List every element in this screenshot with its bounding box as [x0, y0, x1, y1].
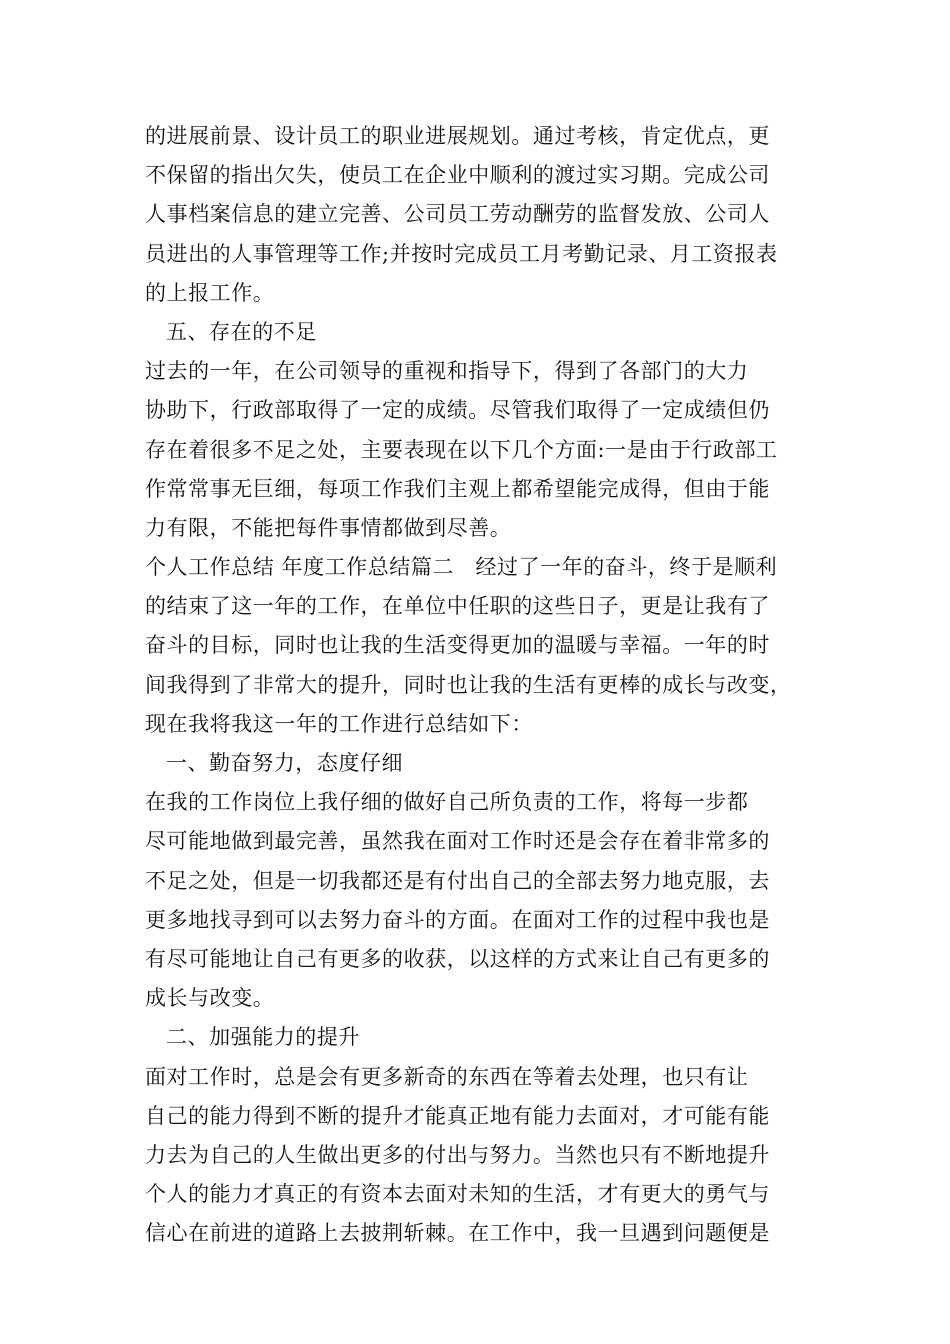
- section-heading: 二、加强能力的提升: [166, 1025, 360, 1050]
- text-line: 自己的能力得到不断的提升才能真正地有能力去面对，才可能有能: [145, 1103, 770, 1128]
- text-line: 更多地找寻到可以去努力奋斗的方面。在面对工作的过程中我也是: [145, 907, 770, 932]
- text-line: 的结束了这一年的工作，在单位中任职的这些日子，更是让我有了: [145, 594, 770, 619]
- text-line: 信心在前进的道路上去披荆斩棘。在工作中，我一旦遇到问题便是: [145, 1221, 770, 1246]
- text-line: 奋斗的目标，同时也让我的生活变得更加的温暖与幸福。一年的时: [145, 633, 770, 658]
- text-line: 作常常事无巨细，每项工作我们主观上都希望能完成得，但由于能: [145, 476, 770, 501]
- text-line: 协助下，行政部取得了一定的成绩。尽管我们取得了一定成绩但仍: [145, 398, 770, 423]
- text-line: 不保留的指出欠失，使员工在企业中顺利的渡过实习期。完成公司: [145, 163, 770, 188]
- text-line: 过去的一年，在公司领导的重视和指导下，得到了各部门的大力: [145, 359, 749, 384]
- text-line: 存在着很多不足之处，主要表现在以下几个方面:一是由于行政部工: [145, 437, 778, 462]
- text-line: 的进展前景、设计员工的职业进展规划。通过考核，肯定优点，更: [145, 124, 770, 148]
- document-body: [145, 117, 810, 1253]
- text-line: 人事档案信息的建立完善、公司员工劳动酬劳的监督发放、公司人: [145, 202, 770, 227]
- text-line: 个人的能力才真正的有资本去面对未知的生活，才有更大的勇气与: [145, 1182, 770, 1207]
- text-line: 现在我将我这一年的工作进行总结如下：: [145, 711, 533, 736]
- section-heading: 一、勤奋努力，态度仔细: [166, 751, 404, 775]
- text-line: 的上报工作。: [145, 280, 275, 305]
- text-line: 成长与改变。: [145, 986, 275, 1011]
- text-line: 个人工作总结 年度工作总结篇二 经过了一年的奋斗，终于是顺利: [145, 555, 778, 580]
- text-line: 在我的工作岗位上我仔细的做好自己所负责的工作，将每一步都: [145, 790, 749, 815]
- text-line: 面对工作时，总是会有更多新奇的东西在等着去处理，也只有让: [145, 1064, 749, 1089]
- text-line: 不足之处，但是一切我都还是有付出自己的全部去努力地克服，去: [145, 868, 770, 893]
- section-heading: 五、存在的不足: [166, 319, 317, 344]
- text-line: 员进出的人事管理等工作;并按时完成员工月考勤记录、月工资报表: [145, 241, 778, 266]
- text-line: 力去为自己的人生做出更多的付出与努力。当然也只有不断地提升: [145, 1142, 770, 1167]
- text-line: 有尽可能地让自己有更多的收获，以这样的方式来让自己有更多的: [145, 946, 770, 971]
- text-line: 间我得到了非常大的提升，同时也让我的生活有更棒的成长与改变，: [145, 672, 792, 697]
- text-line: 力有限，不能把每件事情都做到尽善。: [145, 515, 512, 540]
- text-line: 尽可能地做到最完善，虽然我在面对工作时还是会存在着非常多的: [145, 829, 770, 854]
